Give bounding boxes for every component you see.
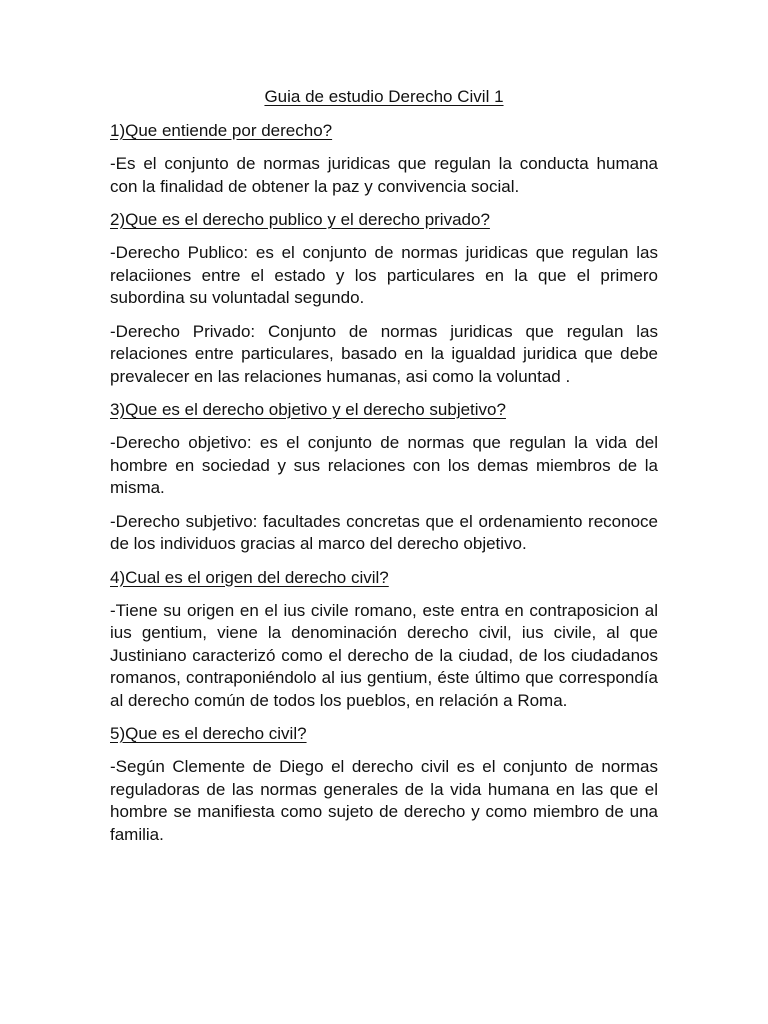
answer-3a: -Derecho objetivo: es el conjunto de normas que regulan la vida del hombre en sociedad y sus relaciones con los demas miembros de la misma. [110, 433, 658, 497]
question-4: 4)Cual es el origen del derecho civil? [110, 567, 389, 587]
section-3 [110, 399, 658, 556]
answer-4: -Tiene su origen en el ius civile romano, este entra en contraposicion al ius gentium, viene la denominación derecho civil, ius civile, al que Justiniano caracterizó como el derecho de la ciudad, de los ciudadanos romanos, contraponiéndolo al ius gentium, éste último que correspondía al derecho común de todos los pueblos, en relación a Roma. [110, 600, 658, 710]
question-1: 1)Que entiende por derecho? [110, 121, 333, 140]
section-2 [110, 209, 658, 388]
section-4 [110, 567, 658, 713]
question-3: 3)Que es el derecho objetivo y el derecho subjetivo? [110, 400, 506, 419]
answer-5: -Según Clemente de Diego el derecho civil es el conjunto de normas reguladoras de las normas generales de la vida humana en las que el hombre se manifiesta como sujeto de derecho y como miembro de una familia. [110, 757, 658, 844]
question-2: 2)Que es el derecho publico y el derecho privado? [110, 210, 490, 229]
section-1 [110, 120, 658, 198]
answer-1: -Es el conjunto de normas juridicas que regulan la conducta humana con la finalidad de obtener la paz y convivencia social. [110, 154, 658, 196]
document-title: Guia de estudio Derecho Civil 1 [264, 87, 504, 106]
section-5 [110, 723, 658, 846]
answer-2a: -Derecho Publico: es el conjunto de normas juridicas que regulan las relaciiones entre el estado y los particulares en la que el primero subordina su voluntadal segundo. [110, 243, 658, 307]
question-5: 5)Que es el derecho civil? [110, 724, 307, 743]
answer-2b: -Derecho Privado: Conjunto de normas juridicas que regulan las relaciones entre particulares, basado en la igualdad juridica que debe prevalecer en las relaciones humanas, asi como la voluntad . [110, 321, 658, 386]
answer-3b: -Derecho subjetivo: facultades concretas que el ordenamiento reconoce de los individuos gracias al marco del derecho objetivo. [110, 511, 658, 553]
